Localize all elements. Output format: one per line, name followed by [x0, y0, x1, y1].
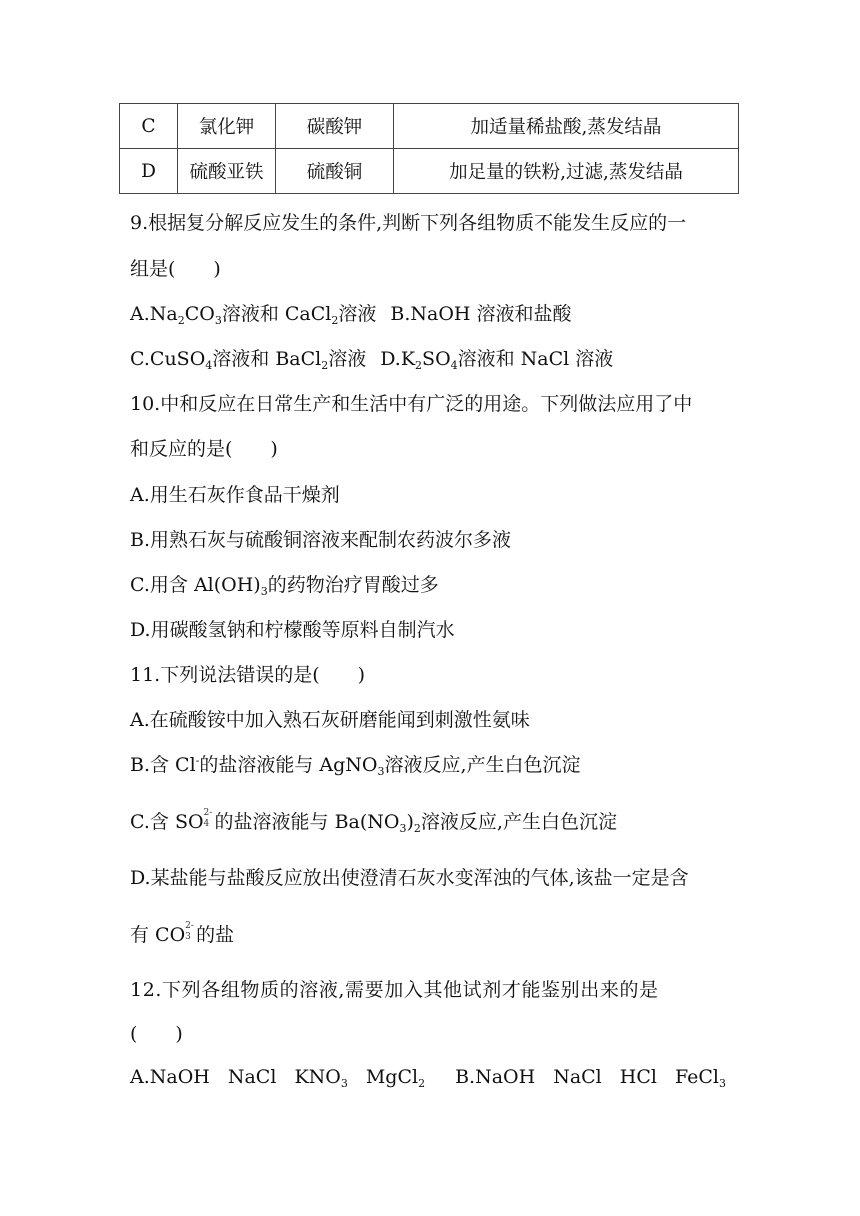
table-cell: 加足量的铁粉,过滤,蒸发结晶	[394, 149, 739, 194]
q10-option-d: D.用碳酸氢钠和柠檬酸等原料自制汽水	[130, 619, 455, 641]
q9-options-ab	[130, 299, 572, 326]
q9-stem-line2: 组是( )	[130, 258, 221, 280]
q12-option-b: B.NaOH NaCl HCl FeCl$_3$	[455, 1066, 726, 1090]
table-cell: 碳酸钾	[276, 104, 394, 149]
q9-option-b: B.NaOH 溶液和盐酸	[390, 303, 572, 325]
table-row	[120, 149, 739, 194]
table-cell: 硫酸铜	[276, 149, 394, 194]
q10-stem-line2: 和反应的是( )	[130, 438, 278, 460]
reagent-table	[119, 103, 739, 194]
q9-option-c: C.CuSO$_4$溶液和 BaCl$_2$溶液	[130, 348, 367, 372]
q10-stem-line1: 10.中和反应在日常生产和生活中有广泛的用途。下列做法应用了中	[130, 393, 693, 415]
q10-option-a: A.用生石灰作食品干燥剂	[130, 484, 340, 506]
table-cell: 氯化钾	[178, 104, 276, 149]
q10-option-b: B.用熟石灰与硫酸铜溶液来配制农药波尔多液	[130, 529, 512, 551]
table-cell: C	[120, 104, 178, 149]
table-cell: 加适量稀盐酸,蒸发结晶	[394, 104, 739, 149]
q12-option-a: A.NaOH NaCl $KNO_3$ MgCl$_2$	[130, 1066, 426, 1090]
q9-stem-line1: 9.根据复分解反应发生的条件,判断下列各组物质不能发生反应的一	[130, 212, 687, 234]
q10-option-c: C.用含 $Al(OH)_3$的药物治疗胃酸过多	[130, 574, 439, 598]
q11-stem: 11.下列说法错误的是( )	[130, 664, 366, 686]
q9-option-a: $A.Na_2CO_3$溶液和 CaCl$_2$溶液	[130, 303, 377, 327]
q11-option-b: B.含 Cl-的盐溶液能与 AgNO$_3$溶液反应,产生白色沉淀	[130, 754, 581, 778]
q12-stem-line2: ( )	[130, 1023, 183, 1045]
q11-option-c: C.含 SO 2- 4 的盐溶液能与 $Ba(NO_3)_2$溶液反应,产生白色沉淀	[130, 808, 617, 835]
q12-stem-line1: 12.下列各组物质的溶液,需要加入其他试剂才能鉴别出来的是	[130, 979, 659, 1001]
q9-option-d: $D.K_2SO_4$溶液和 NaCl 溶液	[380, 348, 614, 372]
q11-option-a: A.在硫酸铵中加入熟石灰研磨能闻到刺激性氨味	[130, 709, 530, 731]
table-cell: D	[120, 149, 178, 194]
table-row	[120, 104, 739, 149]
q11-option-d-line1: D.某盐能与盐酸反应放出使澄清石灰水变浑浊的气体,该盐一定是含	[130, 867, 689, 889]
q9-options-cd	[130, 344, 613, 371]
q12-options-ab	[130, 1066, 726, 1088]
table-cell: 硫酸亚铁	[178, 149, 276, 194]
q11-option-d-line2: 有 CO 2- 3 的盐	[130, 921, 235, 946]
